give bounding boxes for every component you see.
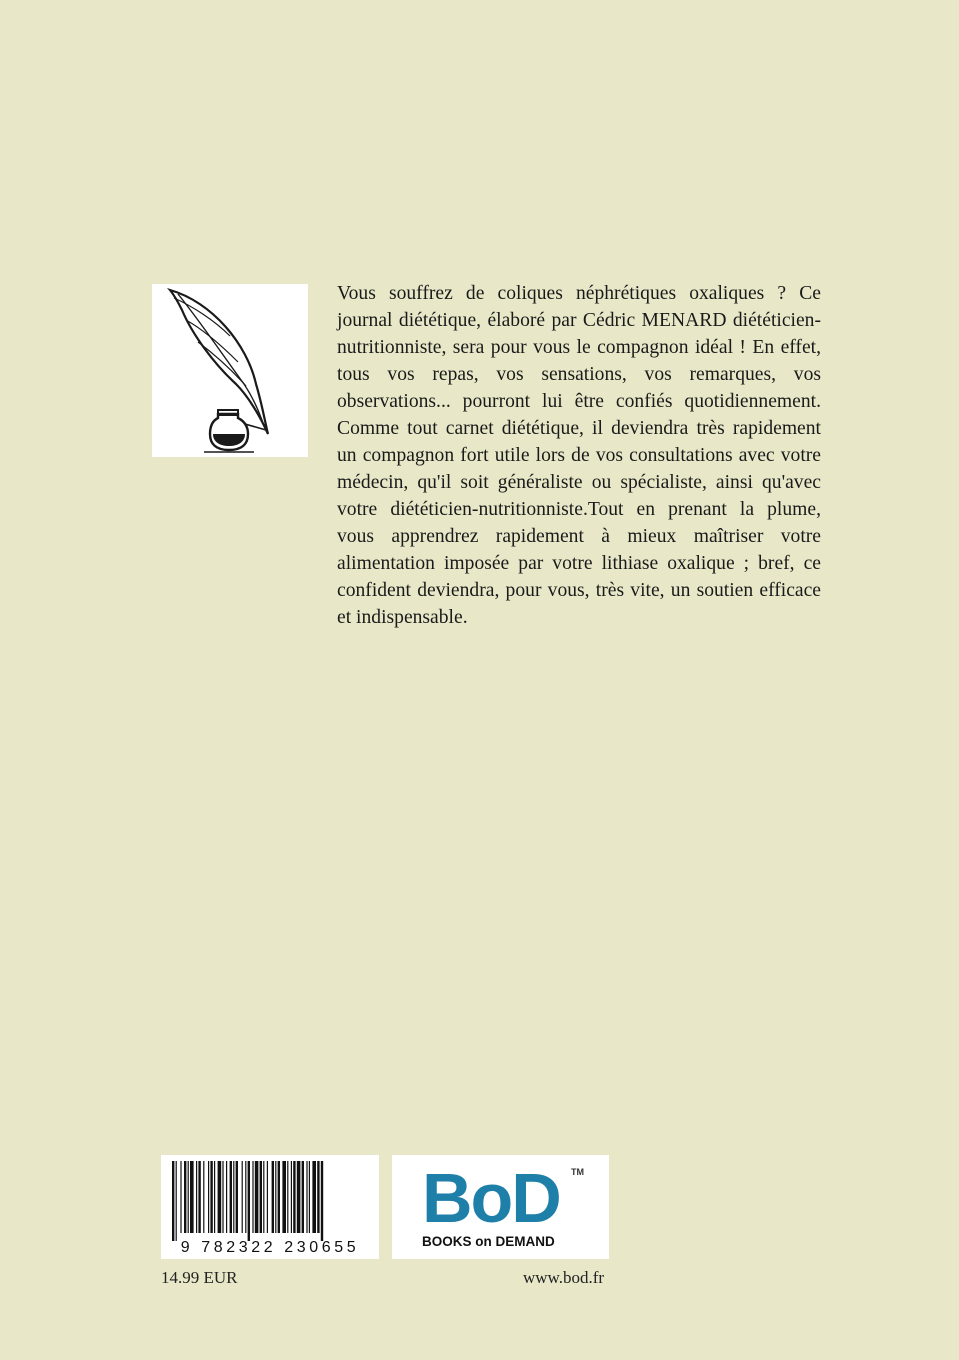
barcode-bar: [291, 1161, 292, 1233]
barcode-bar: [226, 1161, 227, 1233]
trademark-symbol: TM: [571, 1167, 584, 1177]
barcode-bar: [245, 1161, 246, 1233]
barcode-bar: [236, 1161, 238, 1233]
barcode-bar: [203, 1161, 204, 1233]
price-label: 14.99 EUR: [161, 1268, 238, 1287]
barcode-bar: [309, 1161, 310, 1233]
barcode-bar: [172, 1161, 174, 1241]
barcode-bar: [222, 1161, 223, 1233]
barcode-bar: [321, 1161, 323, 1241]
barcode-bar: [263, 1161, 264, 1233]
barcode-bar: [287, 1161, 288, 1233]
isbn-number: 9 782322 230655: [180, 1239, 360, 1256]
barcode-bar: [302, 1161, 304, 1233]
barcode-bar: [317, 1161, 319, 1233]
barcode-bar: [218, 1161, 222, 1233]
barcode-bar: [252, 1161, 253, 1233]
barcode-bar: [198, 1161, 200, 1233]
publisher-tagline: BOOKS on DEMAND: [422, 1234, 555, 1249]
barcode-bar: [272, 1161, 274, 1233]
isbn-barcode: [161, 1155, 379, 1259]
publisher-logo: [392, 1155, 609, 1259]
quill-illustration: [152, 284, 308, 457]
barcode-bar: [210, 1161, 212, 1233]
publisher-website: www.bod.fr: [523, 1268, 605, 1287]
barcode-bar: [260, 1161, 262, 1233]
barcode-bar: [233, 1161, 234, 1233]
barcode-bar: [255, 1161, 259, 1233]
barcode-bar: [297, 1161, 301, 1233]
barcode-bar: [230, 1161, 232, 1233]
barcode-bar: [282, 1161, 286, 1233]
barcode-bar: [293, 1161, 295, 1233]
barcode-bar: [248, 1161, 250, 1241]
barcode-bar: [312, 1161, 316, 1233]
barcode-bar: [214, 1161, 215, 1233]
barcode-bar: [275, 1161, 276, 1233]
barcode-bar: [306, 1161, 307, 1233]
barcode-bar: [278, 1161, 280, 1233]
barcode-bar: [267, 1161, 268, 1233]
back-cover-blurb: Vous souffrez de coliques néphrétiques oxaliques ? Ce journal diététique, élaboré par Cédric MENARD diététicien-nutritionniste, sera pour vous le compagnon idéal ! En effet, tous vos repas, vos sensations, vos remarques, vos observations... pourront lui être confiés quotidiennement. Comme tout carnet diététique, il deviendra très rapidement un compagnon fort utile lors de vos consultations avec votre médecin, qu'il soit généraliste ou spécialiste, ainsi qu'avec votre diététicien-nutritionniste.Tout en prenant la plume, vous apprendrez rapidement à mieux maîtriser votre alimentation imposée par votre lithiase oxalique ; bref, ce confident deviendra, pour vous, très vite, un soutien efficace et indispensable.: [337, 283, 821, 628]
bod-logo-text: BoD: [422, 1159, 560, 1237]
barcode-bar: [242, 1161, 243, 1233]
quill-and-inkwell-icon: [152, 284, 308, 457]
barcode-bar: [184, 1161, 186, 1233]
barcode-bar: [190, 1161, 194, 1233]
barcode-bar: [196, 1161, 197, 1233]
barcode-bar: [188, 1161, 189, 1233]
barcode-bar: [176, 1161, 177, 1241]
barcode-bar: [180, 1161, 181, 1233]
barcode-bar: [208, 1161, 209, 1233]
